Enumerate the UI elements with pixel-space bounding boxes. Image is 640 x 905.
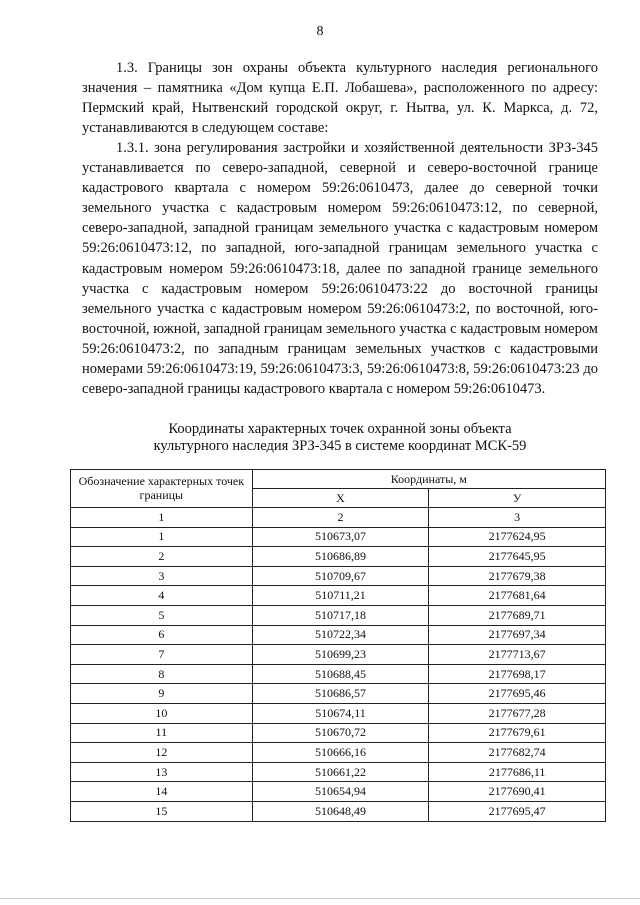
point-number-cell: 12 xyxy=(71,743,253,763)
point-number-cell: 14 xyxy=(71,782,253,802)
x-coordinate-cell: 510711,21 xyxy=(252,586,429,606)
x-coordinate-cell: 510709,67 xyxy=(252,566,429,586)
x-coordinate-cell: 510674,11 xyxy=(252,703,429,723)
point-number-cell: 3 xyxy=(71,566,253,586)
table-row xyxy=(71,605,606,625)
x-coordinate-cell: 510666,16 xyxy=(252,743,429,763)
point-number-cell: 1 xyxy=(71,527,253,547)
point-number-cell: 15 xyxy=(71,801,253,821)
x-coordinate-cell: 510686,57 xyxy=(252,684,429,704)
y-coordinate-cell: 2177679,61 xyxy=(429,723,606,743)
y-coordinate-cell: 2177677,28 xyxy=(429,703,606,723)
y-coordinate-cell: 2177682,74 xyxy=(429,743,606,763)
header-x: X xyxy=(252,489,429,508)
y-coordinate-cell: 2177697,34 xyxy=(429,625,606,645)
point-number-cell: 4 xyxy=(71,586,253,606)
paragraph-1-3-1: 1.3.1. зона регулирования застройки и хозяйственной деятельности ЗРЗ-345 устанавливается по северо-западной, северной и северо-восточной границе кадастрового квартала с номером 59:26:0610473, далее до северной точки земельного участка с кадастровым номером 59:26:0610473:12, по северной, северо-западной, западной границам земельного участка с кадастровым номером 59:26:0610473:12, по западной, юго-западной границам земельного участка с кадастровым номером 59:26:0610473:18, далее по западной границе земельного участка с кадастровым номером 59:26:0610473:22 до восточной границы земельного участка с кадастровым номером 59:26:0610473:2, по восточной, юго-восточной, южной, западной границам земельного участка с кадастровым номером 59:26:0610473:2, по западным границам земельных участков с кадастровыми номерами 59:26:0610473:19, 59:26:0610473:3, 59:26:0610473:8, 59:26:0610473:23 до северо-западной границы кадастрового квартала с номером 59:26:0610473. xyxy=(82,140,598,398)
y-coordinate-cell: 2177645,95 xyxy=(429,547,606,567)
column-number-3: 3 xyxy=(429,508,606,528)
y-coordinate-cell: 2177689,71 xyxy=(429,605,606,625)
table-row xyxy=(71,801,606,821)
column-numbering-row xyxy=(71,508,606,528)
table-row xyxy=(71,762,606,782)
y-coordinate-cell: 2177681,64 xyxy=(429,586,606,606)
column-number-2: 2 xyxy=(252,508,429,528)
header-point-designation: Обозначение характерных точек границы xyxy=(71,470,253,508)
point-number-cell: 5 xyxy=(71,605,253,625)
point-number-cell: 7 xyxy=(71,645,253,665)
point-number-cell: 13 xyxy=(71,762,253,782)
x-coordinate-cell: 510717,18 xyxy=(252,605,429,625)
column-number-1: 1 xyxy=(71,508,253,528)
table-row xyxy=(71,566,606,586)
scan-edge-line xyxy=(0,898,640,899)
page-number: 8 xyxy=(316,24,324,39)
y-coordinate-cell: 2177695,46 xyxy=(429,684,606,704)
coordinates-table xyxy=(70,469,606,822)
table-row xyxy=(71,527,606,547)
y-coordinate-cell: 2177695,47 xyxy=(429,801,606,821)
table-row xyxy=(71,625,606,645)
paragraph-1-3: 1.3. Границы зон охраны объекта культурного наследия регионального значения – памятника «Дом купца Е.П. Лобашева», расположенного по адресу: Пермский край, Нытвенский городской округ, г. Нытва, ул. К. Маркса, д. 72, устанавливаются в следующем составе: xyxy=(82,60,598,137)
point-number-cell: 6 xyxy=(71,625,253,645)
point-number-cell: 9 xyxy=(71,684,253,704)
x-coordinate-cell: 510654,94 xyxy=(252,782,429,802)
table-row xyxy=(71,586,606,606)
table-row xyxy=(71,782,606,802)
table-title-line-2: культурного наследия ЗРЗ-345 в системе координат МСК-59 xyxy=(153,438,527,454)
point-number-cell: 10 xyxy=(71,703,253,723)
x-coordinate-cell: 510648,49 xyxy=(252,801,429,821)
y-coordinate-cell: 2177679,38 xyxy=(429,566,606,586)
y-coordinate-cell: 2177690,41 xyxy=(429,782,606,802)
x-coordinate-cell: 510686,89 xyxy=(252,547,429,567)
table-title xyxy=(82,421,598,455)
coordinates-table-body xyxy=(71,527,606,821)
table-row xyxy=(71,645,606,665)
y-coordinate-cell: 2177624,95 xyxy=(429,527,606,547)
point-number-cell: 8 xyxy=(71,664,253,684)
x-coordinate-cell: 510688,45 xyxy=(252,664,429,684)
x-coordinate-cell: 510673,07 xyxy=(252,527,429,547)
point-number-cell: 2 xyxy=(71,547,253,567)
y-coordinate-cell: 2177686,11 xyxy=(429,762,606,782)
header-y: У xyxy=(429,489,606,508)
table-row xyxy=(71,743,606,763)
table-row xyxy=(71,684,606,704)
x-coordinate-cell: 510722,34 xyxy=(252,625,429,645)
y-coordinate-cell: 2177698,17 xyxy=(429,664,606,684)
point-number-cell: 11 xyxy=(71,723,253,743)
x-coordinate-cell: 510670,72 xyxy=(252,723,429,743)
table-row xyxy=(71,723,606,743)
table-row xyxy=(71,664,606,684)
table-row xyxy=(71,547,606,567)
y-coordinate-cell: 2177713,67 xyxy=(429,645,606,665)
x-coordinate-cell: 510699,23 xyxy=(252,645,429,665)
header-coordinates: Координаты, м xyxy=(252,470,605,489)
table-title-line-1: Координаты характерных точек охранной зоны объекта xyxy=(168,421,512,437)
x-coordinate-cell: 510661,22 xyxy=(252,762,429,782)
table-row xyxy=(71,703,606,723)
